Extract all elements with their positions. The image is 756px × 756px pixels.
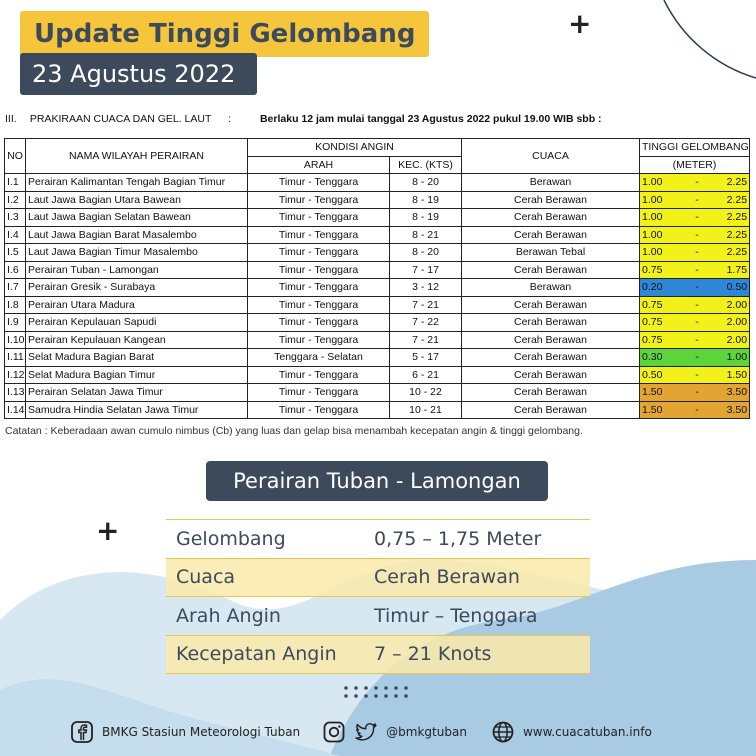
cell-no: I.13	[5, 384, 26, 402]
info-row-weather	[166, 559, 590, 598]
footer-social[interactable]	[322, 720, 467, 744]
cell-area: Selat Madura Bagian Timur	[26, 366, 248, 384]
cell-weather: Cerah Berawan	[462, 261, 640, 279]
cell-wave-max: 2.00	[710, 331, 750, 349]
cell-speed: 10 - 22	[390, 384, 462, 402]
cell-wave-dash: -	[685, 331, 710, 349]
cell-wave-max: 2.00	[710, 314, 750, 332]
cell-wave-dash: -	[685, 384, 710, 402]
cell-wave-dash: -	[685, 279, 710, 297]
info-row-wind-direction	[166, 597, 590, 636]
instagram-icon	[322, 720, 346, 744]
cell-weather: Berawan Tebal	[462, 244, 640, 262]
cell-wave-max: 3.50	[710, 384, 750, 402]
cell-weather: Cerah Berawan	[462, 296, 640, 314]
cell-area: Laut Jawa Bagian Timur Masalembo	[26, 244, 248, 262]
cell-wave-min: 1.50	[640, 384, 685, 402]
info-label: Gelombang	[176, 527, 286, 550]
cell-wave-max: 2.25	[710, 226, 750, 244]
table-row	[5, 261, 750, 279]
cell-no: I.6	[5, 261, 26, 279]
twitter-icon	[354, 720, 378, 744]
cell-direction: Timur - Tenggara	[248, 174, 390, 192]
cell-weather: Cerah Berawan	[462, 401, 640, 419]
table-row	[5, 226, 750, 244]
forecast-table	[4, 138, 750, 419]
cell-weather: Cerah Berawan	[462, 331, 640, 349]
cell-wave-dash: -	[685, 209, 710, 227]
cell-wave-min: 1.00	[640, 209, 685, 227]
cell-speed: 5 - 17	[390, 349, 462, 367]
header-wind: KONDISI ANGIN	[248, 139, 462, 157]
cell-weather: Cerah Berawan	[462, 191, 640, 209]
header-wave-unit: (METER)	[640, 156, 750, 174]
cell-wave-max: 1.00	[710, 349, 750, 367]
title-banner	[20, 11, 429, 57]
cell-wave-min: 1.50	[640, 401, 685, 419]
cell-wave-min: 0.50	[640, 366, 685, 384]
cell-no: I.12	[5, 366, 26, 384]
cell-area: Perairan Utara Madura	[26, 296, 248, 314]
cell-area: Laut Jawa Bagian Utara Bawean	[26, 191, 248, 209]
cell-weather: Cerah Berawan	[462, 226, 640, 244]
cell-wave-max: 2.25	[710, 174, 750, 192]
cell-no: I.2	[5, 191, 26, 209]
cell-wave-max: 3.50	[710, 401, 750, 419]
cell-wave-dash: -	[685, 349, 710, 367]
cell-speed: 10 - 21	[390, 401, 462, 419]
cell-wave-dash: -	[685, 244, 710, 262]
cell-wave-dash: -	[685, 366, 710, 384]
info-label: Kecepatan Angin	[176, 643, 337, 666]
info-value: Cerah Berawan	[374, 566, 520, 589]
info-row-wind-speed	[166, 636, 590, 675]
cell-wave-max: 2.00	[710, 296, 750, 314]
cell-wave-dash: -	[685, 261, 710, 279]
cell-direction: Timur - Tenggara	[248, 279, 390, 297]
table-row	[5, 296, 750, 314]
cell-wave-min: 0.30	[640, 349, 685, 367]
table-note: Catatan : Keberadaan awan cumulo nimbus (Cb) yang luas dan gelap bisa menambah kecepatan angin & tinggi gelombang.	[5, 425, 583, 437]
info-label: Arah Angin	[176, 604, 281, 627]
cell-wave-min: 1.00	[640, 226, 685, 244]
header-weather: CUACA	[462, 139, 640, 174]
cell-no: I.10	[5, 331, 26, 349]
forecast-section-heading	[5, 113, 745, 125]
cell-area: Perairan Tuban - Lamongan	[26, 261, 248, 279]
cell-area: Perairan Kalimantan Tengah Bagian Timur	[26, 174, 248, 192]
cell-speed: 3 - 12	[390, 279, 462, 297]
cell-weather: Cerah Berawan	[462, 349, 640, 367]
cell-wave-max: 2.25	[710, 209, 750, 227]
cell-wave-min: 1.00	[640, 191, 685, 209]
cell-speed: 7 - 17	[390, 261, 462, 279]
cell-wave-max: 1.75	[710, 261, 750, 279]
cell-no: I.1	[5, 174, 26, 192]
cell-direction: Timur - Tenggara	[248, 296, 390, 314]
table-row	[5, 209, 750, 227]
cell-area: Laut Jawa Bagian Selatan Bawean	[26, 209, 248, 227]
cell-wave-min: 0.75	[640, 261, 685, 279]
cell-wave-min: 0.20	[640, 279, 685, 297]
dots-decoration	[342, 684, 414, 700]
section-validity: Berlaku 12 jam mulai tanggal 23 Agustus 2022 pukul 19.00 WIB sbb :	[259, 113, 602, 125]
cell-wave-dash: -	[685, 401, 710, 419]
header-speed: KEC. (KTS)	[390, 156, 462, 174]
footer-website[interactable]	[491, 720, 652, 744]
plus-decoration: +	[96, 514, 120, 547]
cell-speed: 7 - 22	[390, 314, 462, 332]
forecast-table-body	[5, 174, 750, 419]
cell-wave-max: 0.50	[710, 279, 750, 297]
table-row	[5, 384, 750, 402]
cell-area: Perairan Kepulauan Sapudi	[26, 314, 248, 332]
table-row	[5, 174, 750, 192]
cell-direction: Timur - Tenggara	[248, 331, 390, 349]
header-wave-title: TINGGI GELOMBANG	[642, 141, 749, 153]
cell-direction: Timur - Tenggara	[248, 226, 390, 244]
cell-direction: Timur - Tenggara	[248, 401, 390, 419]
cell-wave-min: 1.00	[640, 244, 685, 262]
cell-no: I.9	[5, 314, 26, 332]
cell-direction: Timur - Tenggara	[248, 366, 390, 384]
cell-direction: Timur - Tenggara	[248, 384, 390, 402]
info-row-wave	[166, 520, 590, 559]
location-info	[166, 519, 590, 674]
cell-weather: Berawan	[462, 279, 640, 297]
cell-wave-dash: -	[685, 174, 710, 192]
cell-wave-max: 2.25	[710, 244, 750, 262]
cell-wave-min: 0.75	[640, 331, 685, 349]
cell-area: Perairan Gresik - Surabaya	[26, 279, 248, 297]
table-row	[5, 314, 750, 332]
cell-speed: 7 - 21	[390, 331, 462, 349]
cell-area: Laut Jawa Bagian Barat Masalembo	[26, 226, 248, 244]
cell-wave-min: 0.75	[640, 296, 685, 314]
cell-area: Perairan Selatan Jawa Timur	[26, 384, 248, 402]
plus-decoration: +	[568, 7, 592, 40]
cell-speed: 8 - 20	[390, 174, 462, 192]
cell-direction: Tenggara - Selatan	[248, 349, 390, 367]
footer-facebook[interactable]	[70, 720, 300, 744]
cell-weather: Cerah Berawan	[462, 209, 640, 227]
cell-area: Selat Madura Bagian Barat	[26, 349, 248, 367]
cell-wave-max: 2.25	[710, 191, 750, 209]
section-title: PRAKIRAAN CUACA DAN GEL. LAUT	[29, 113, 212, 125]
cell-speed: 8 - 20	[390, 244, 462, 262]
cell-wave-dash: -	[685, 296, 710, 314]
cell-speed: 8 - 19	[390, 209, 462, 227]
info-value: 7 – 21 Knots	[374, 643, 492, 666]
table-row	[5, 349, 750, 367]
table-row	[5, 401, 750, 419]
cell-wave-dash: -	[685, 314, 710, 332]
cell-direction: Timur - Tenggara	[248, 209, 390, 227]
cell-speed: 7 - 21	[390, 296, 462, 314]
cell-weather: Cerah Berawan	[462, 314, 640, 332]
cell-no: I.5	[5, 244, 26, 262]
page-date: 23 Agustus 2022	[32, 60, 236, 88]
cell-no: I.4	[5, 226, 26, 244]
section-separator: :	[228, 113, 232, 125]
cell-no: I.3	[5, 209, 26, 227]
top-right-arc	[664, 0, 756, 78]
cell-wave-dash: -	[685, 226, 710, 244]
header-no: NO	[5, 139, 26, 174]
cell-direction: Timur - Tenggara	[248, 244, 390, 262]
globe-icon	[491, 720, 515, 744]
cell-direction: Timur - Tenggara	[248, 191, 390, 209]
cell-direction: Timur - Tenggara	[248, 314, 390, 332]
info-value: 0,75 – 1,75 Meter	[374, 527, 542, 550]
location-banner	[206, 461, 548, 501]
location-title: Perairan Tuban - Lamongan	[233, 469, 521, 493]
cell-no: I.14	[5, 401, 26, 419]
table-row	[5, 279, 750, 297]
header-area: NAMA WILAYAH PERAIRAN	[26, 139, 248, 174]
section-number: III.	[5, 113, 17, 125]
table-row	[5, 244, 750, 262]
cell-area: Samudra Hindia Selatan Jawa Timur	[26, 401, 248, 419]
cell-area: Perairan Kepulauan Kangean	[26, 331, 248, 349]
info-value: Timur – Tenggara	[374, 604, 538, 627]
footer	[70, 718, 680, 746]
cell-speed: 8 - 19	[390, 191, 462, 209]
footer-social-handle: @bmkgtuban	[386, 725, 467, 739]
cell-no: I.8	[5, 296, 26, 314]
footer-facebook-label: BMKG Stasiun Meteorologi Tuban	[102, 725, 301, 739]
header-wave	[640, 139, 750, 157]
cell-speed: 6 - 21	[390, 366, 462, 384]
cell-wave-dash: -	[685, 191, 710, 209]
page-title: Update Tinggi Gelombang	[34, 19, 416, 49]
cell-wave-min: 0.75	[640, 314, 685, 332]
cell-wave-min: 1.00	[640, 174, 685, 192]
date-banner	[20, 53, 257, 95]
header-direction: ARAH	[248, 156, 390, 174]
cell-direction: Timur - Tenggara	[248, 261, 390, 279]
table-row	[5, 191, 750, 209]
cell-no: I.11	[5, 349, 26, 367]
cell-no: I.7	[5, 279, 26, 297]
footer-website-label: www.cuacatuban.info	[522, 725, 652, 739]
cell-speed: 8 - 21	[390, 226, 462, 244]
cell-wave-max: 1.50	[710, 366, 750, 384]
cell-weather: Berawan	[462, 174, 640, 192]
table-row	[5, 366, 750, 384]
cell-weather: Cerah Berawan	[462, 384, 640, 402]
info-label: Cuaca	[176, 566, 236, 589]
table-row	[5, 331, 750, 349]
facebook-icon	[70, 720, 94, 744]
cell-weather: Cerah Berawan	[462, 366, 640, 384]
